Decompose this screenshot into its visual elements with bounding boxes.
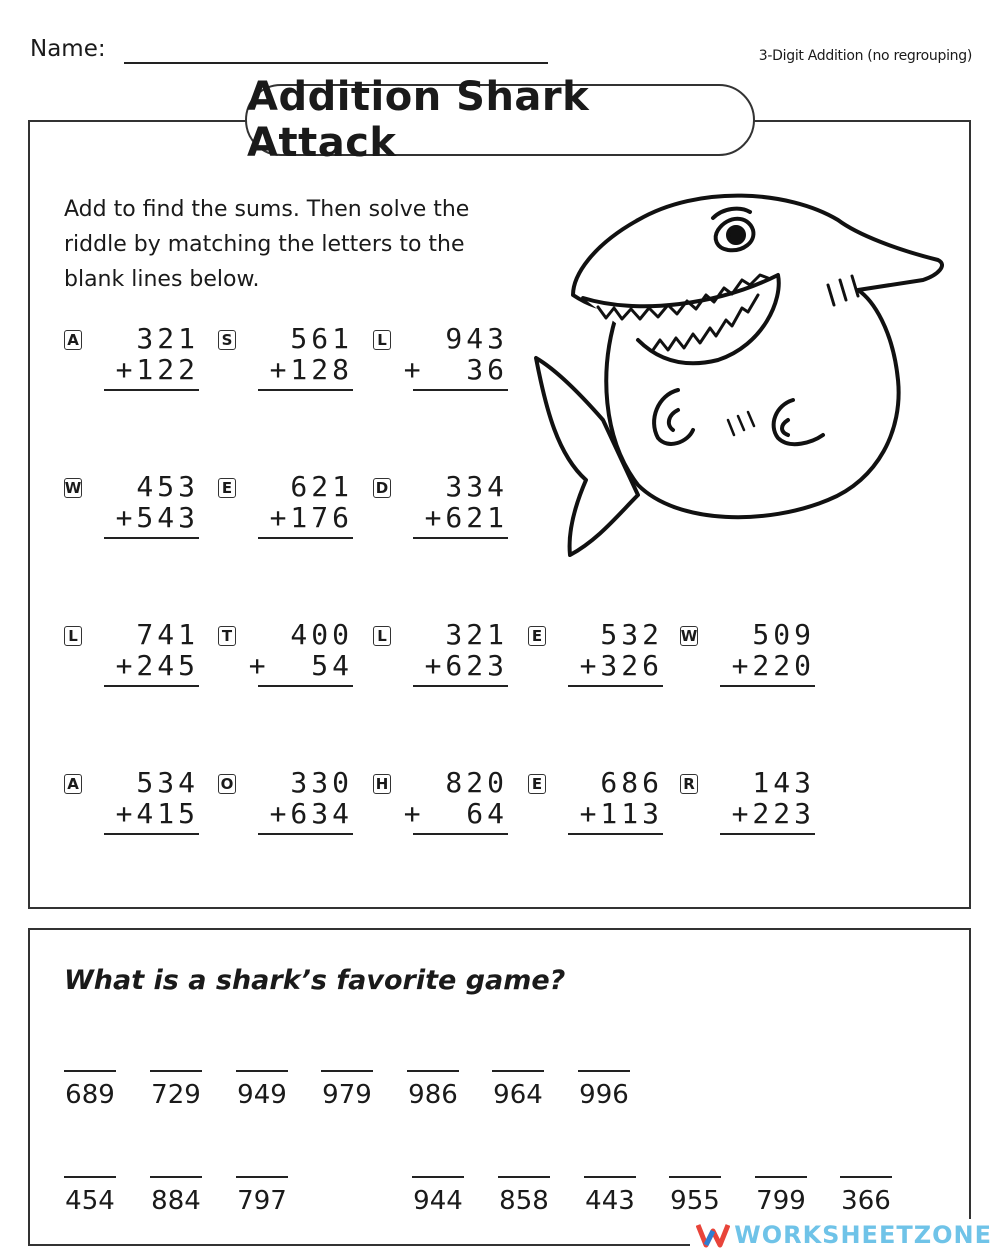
addition-problem [680, 766, 815, 836]
addition-problem [373, 618, 508, 688]
addend-bottom: +128 [269, 353, 353, 386]
addend-bottom: +543 [115, 501, 199, 534]
addend-bottom: + 36 [403, 353, 508, 386]
blank-line[interactable] [498, 1176, 550, 1178]
addend-bottom: +122 [115, 353, 199, 386]
answer-number: 996 [579, 1080, 629, 1110]
problem-letter: R [680, 774, 698, 794]
answer-number: 955 [670, 1186, 720, 1216]
addend-top: 621 [290, 470, 353, 503]
blank-line[interactable] [669, 1176, 721, 1178]
addend-bottom: +245 [115, 649, 199, 682]
sum-line[interactable] [413, 389, 508, 391]
answer-blank[interactable] [64, 1070, 116, 1110]
blank-line[interactable] [150, 1176, 202, 1178]
answer-number: 979 [322, 1080, 372, 1110]
sum-line[interactable] [720, 685, 815, 687]
sum-line[interactable] [104, 537, 199, 539]
sum-line[interactable] [258, 389, 353, 391]
blank-line[interactable] [150, 1070, 202, 1072]
blank-line[interactable] [584, 1176, 636, 1178]
problem-letter: E [528, 626, 546, 646]
blank-line[interactable] [236, 1176, 288, 1178]
answer-number: 443 [585, 1186, 635, 1216]
watermark [690, 1219, 998, 1251]
answer-number: 797 [237, 1186, 287, 1216]
addition-problem [218, 470, 353, 540]
addend-bottom: +220 [731, 649, 815, 682]
addition-problem [373, 766, 508, 836]
addition-problem [680, 618, 815, 688]
blank-line[interactable] [840, 1176, 892, 1178]
addition-problem [64, 322, 199, 392]
answer-blank[interactable] [321, 1070, 373, 1110]
addition-problem [373, 322, 508, 392]
answer-blank[interactable] [755, 1176, 807, 1216]
addition-problem [218, 322, 353, 392]
addend-top: 820 [445, 766, 508, 799]
problem-letter: E [528, 774, 546, 794]
answer-number: 454 [65, 1186, 115, 1216]
answer-blank[interactable] [498, 1176, 550, 1216]
answer-blank[interactable] [407, 1070, 459, 1110]
problem-letter: H [373, 774, 391, 794]
addend-top: 334 [445, 470, 508, 503]
answer-blank[interactable] [840, 1176, 892, 1216]
name-label: Name: [30, 36, 106, 62]
addition-problem [528, 766, 663, 836]
sum-line[interactable] [104, 833, 199, 835]
problem-letter: L [373, 330, 391, 350]
addend-bottom: + 64 [403, 797, 508, 830]
blank-line[interactable] [412, 1176, 464, 1178]
watermark-text: WORKSHEETZONE [734, 1221, 992, 1249]
sum-line[interactable] [568, 833, 663, 835]
addend-bottom: +113 [579, 797, 663, 830]
blank-line[interactable] [755, 1176, 807, 1178]
sum-line[interactable] [104, 685, 199, 687]
answer-blank[interactable] [492, 1070, 544, 1110]
sum-line[interactable] [258, 685, 353, 687]
addition-problem [218, 766, 353, 836]
sum-line[interactable] [720, 833, 815, 835]
addition-problem [64, 618, 199, 688]
addend-bottom: +415 [115, 797, 199, 830]
worksheet-title: Addition Shark Attack [245, 84, 755, 156]
sum-line[interactable] [413, 833, 508, 835]
problem-letter: L [64, 626, 82, 646]
addend-top: 532 [600, 618, 663, 651]
addend-top: 321 [445, 618, 508, 651]
addition-problem [373, 470, 508, 540]
problem-letter: S [218, 330, 236, 350]
addend-top: 143 [752, 766, 815, 799]
answer-blank[interactable] [150, 1070, 202, 1110]
answer-blank[interactable] [578, 1070, 630, 1110]
addend-bottom: +176 [269, 501, 353, 534]
addition-problem [218, 618, 353, 688]
problem-letter: W [680, 627, 698, 645]
addend-bottom: +326 [579, 649, 663, 682]
addition-problem [64, 766, 199, 836]
answer-number: 366 [841, 1186, 891, 1216]
addend-top: 561 [290, 322, 353, 355]
problem-letter: D [373, 478, 391, 498]
answer-number: 858 [499, 1186, 549, 1216]
blank-line[interactable] [64, 1070, 116, 1072]
answer-number: 964 [493, 1080, 543, 1110]
answer-blank[interactable] [64, 1176, 116, 1216]
addition-problem [528, 618, 663, 688]
problem-letter: A [64, 330, 82, 350]
instructions: Add to find the sums. Then solve the riddle by matching the letters to the blank lines below. [64, 197, 470, 292]
sum-line[interactable] [568, 685, 663, 687]
blank-line[interactable] [321, 1070, 373, 1072]
answer-number: 689 [65, 1080, 115, 1110]
addend-top: 741 [136, 618, 199, 651]
addend-top: 400 [290, 618, 353, 651]
answer-blank[interactable] [236, 1176, 288, 1216]
problem-letter: W [64, 479, 82, 497]
addend-top: 330 [290, 766, 353, 799]
addend-top: 453 [136, 470, 199, 503]
problem-letter: E [218, 478, 236, 498]
problem-letter: O [218, 774, 236, 794]
answer-number: 949 [237, 1080, 287, 1110]
answer-blank[interactable] [236, 1070, 288, 1110]
blank-line[interactable] [64, 1176, 116, 1178]
answer-number: 944 [413, 1186, 463, 1216]
sum-line[interactable] [413, 685, 508, 687]
answer-blank[interactable] [150, 1176, 202, 1216]
addend-top: 686 [600, 766, 663, 799]
problem-letter: T [218, 626, 236, 646]
w-logo-icon [696, 1222, 730, 1248]
answer-blank[interactable] [412, 1176, 464, 1216]
answer-number: 729 [151, 1080, 201, 1110]
blank-line[interactable] [492, 1070, 544, 1072]
answer-number: 986 [408, 1080, 458, 1110]
blank-line[interactable] [578, 1070, 630, 1072]
subject-label: 3-Digit Addition (no regrouping) [758, 48, 972, 64]
addend-bottom: +621 [424, 501, 508, 534]
sum-line[interactable] [258, 833, 353, 835]
answer-number: 884 [151, 1186, 201, 1216]
riddle-question: What is a shark’s favorite game? [64, 965, 566, 996]
addend-bottom: +634 [269, 797, 353, 830]
name-line[interactable] [124, 62, 548, 64]
blank-line[interactable] [236, 1070, 288, 1072]
addend-top: 321 [136, 322, 199, 355]
answer-number: 799 [756, 1186, 806, 1216]
addend-bottom: +223 [731, 797, 815, 830]
sum-line[interactable] [413, 537, 508, 539]
problem-letter: A [64, 774, 82, 794]
addend-bottom: +623 [424, 649, 508, 682]
addend-top: 534 [136, 766, 199, 799]
addend-top: 943 [445, 322, 508, 355]
answer-blank[interactable] [669, 1176, 721, 1216]
addition-problem [64, 470, 199, 540]
answer-blank[interactable] [584, 1176, 636, 1216]
sum-line[interactable] [258, 537, 353, 539]
sum-line[interactable] [104, 389, 199, 391]
addend-top: 509 [752, 618, 815, 651]
blank-line[interactable] [407, 1070, 459, 1072]
problem-letter: L [373, 626, 391, 646]
shark-illustration [528, 180, 958, 560]
addend-bottom: + 54 [248, 649, 353, 682]
